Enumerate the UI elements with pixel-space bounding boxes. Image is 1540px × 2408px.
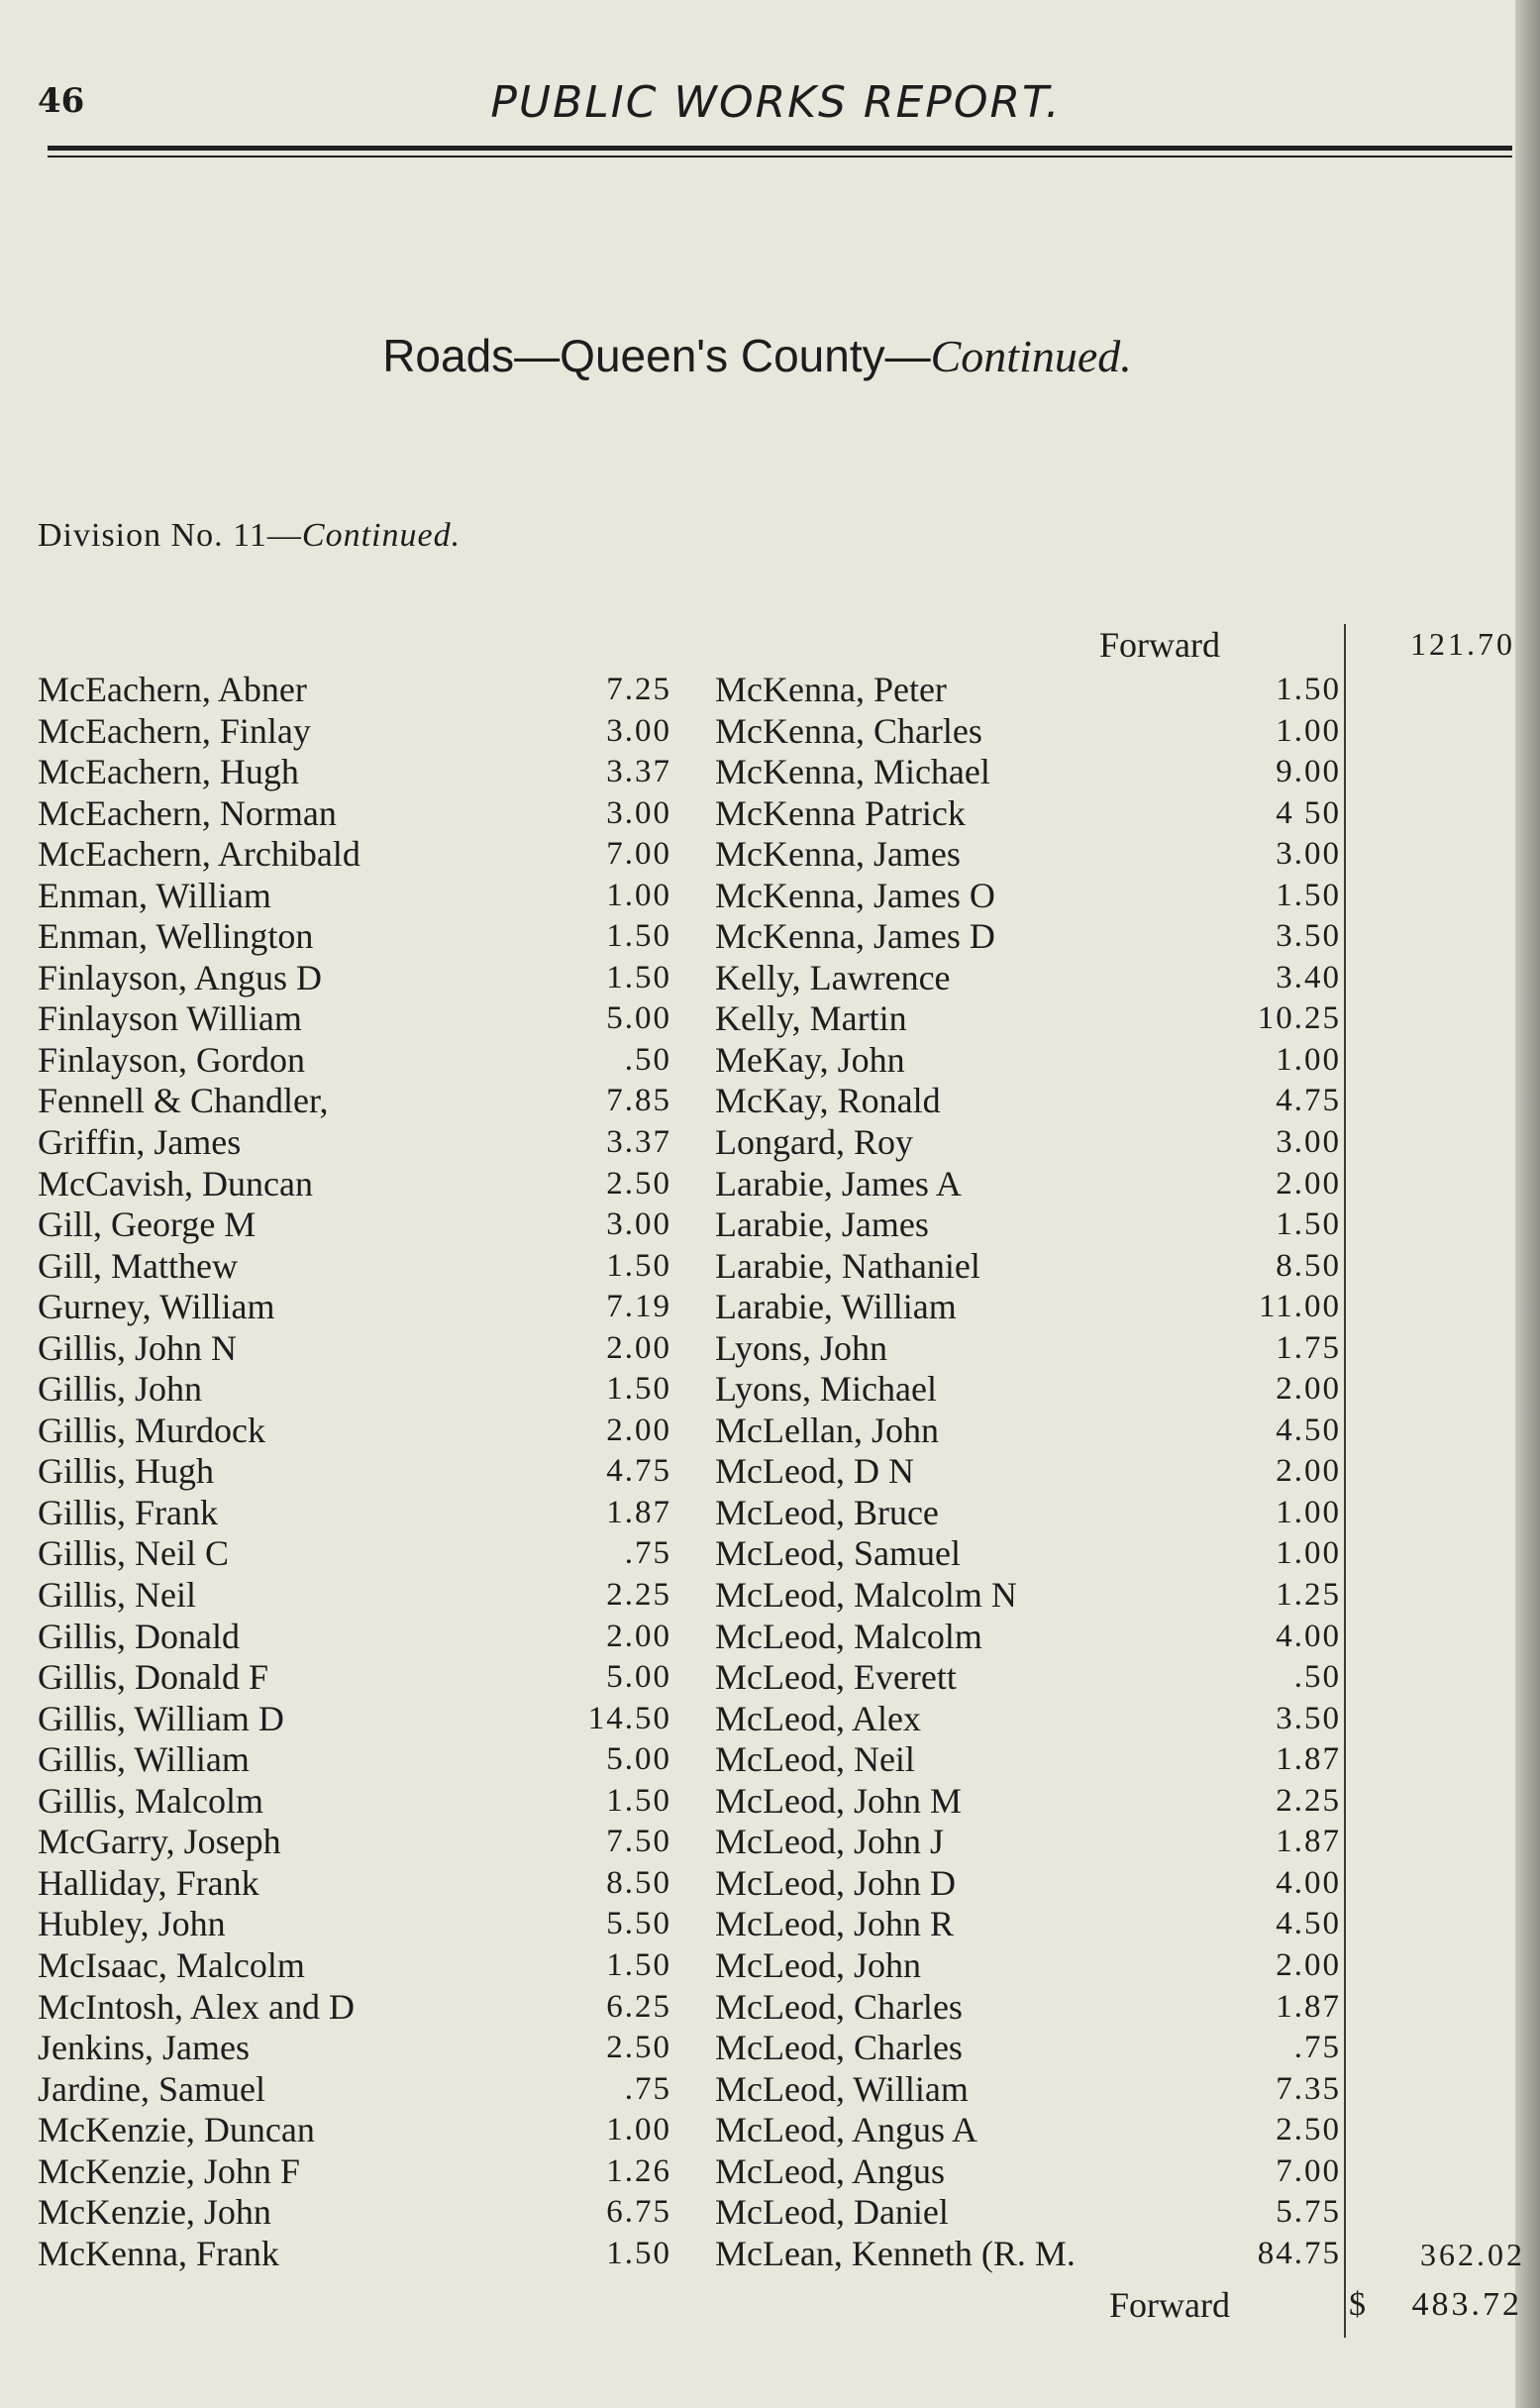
payment-amount: 3.50 — [1276, 1700, 1341, 1736]
payment-amount: 7.35 — [1276, 2070, 1341, 2107]
payment-amount: 3.00 — [1276, 1124, 1341, 1161]
ledger-row — [715, 1122, 1349, 1164]
ledger-row — [715, 2069, 1349, 2111]
currency-symbol: $ — [1349, 2286, 1369, 2323]
ledger-row — [715, 1246, 1349, 1288]
ledger-row — [38, 916, 671, 958]
ledger-row — [38, 1863, 671, 1905]
payment-amount: 3.00 — [606, 712, 671, 749]
payee-name: McLeod, John D — [715, 1862, 956, 1903]
payment-amount: 2.00 — [606, 1329, 671, 1366]
ledger-row — [715, 1204, 1349, 1246]
payment-amount: 2.00 — [1276, 1165, 1341, 1202]
payee-name: Finlayson, Angus D — [38, 957, 323, 997]
payment-amount: .75 — [624, 1535, 671, 1572]
payee-name: McLeod, Charles — [715, 1986, 963, 2027]
payment-amount: 1.87 — [1276, 1824, 1341, 1860]
payment-amount: 1.50 — [606, 918, 671, 955]
payment-amount: 7.19 — [606, 1289, 671, 1325]
payee-name: McKenna, Charles — [715, 710, 982, 751]
ledger-row — [715, 1822, 1349, 1863]
payee-name: McEachern, Norman — [38, 792, 337, 833]
payee-name: McKenna, James D — [715, 916, 995, 957]
ledger-row — [715, 1411, 1349, 1452]
payee-name: McIsaac, Malcolm — [38, 1944, 305, 1985]
payee-name: McKenzie, Duncan — [38, 2110, 315, 2150]
ledger-row — [715, 1987, 1349, 2029]
ledger-row — [715, 834, 1349, 876]
payment-amount: 8.50 — [1276, 1247, 1341, 1284]
ledger-row — [715, 1164, 1349, 1205]
payment-amount: 6.75 — [606, 2194, 671, 2231]
payment-amount: 3.00 — [1276, 836, 1341, 873]
ledger-row — [715, 1081, 1349, 1122]
ledger-row — [715, 1863, 1349, 1905]
payment-amount: 1.00 — [1276, 712, 1341, 749]
ledger-row — [715, 2234, 1349, 2275]
forward-amount-bottom: 483.72 — [1411, 2286, 1522, 2323]
payment-amount: 4.50 — [1276, 1906, 1341, 1942]
payee-name: McLeod, Alex — [715, 1698, 921, 1738]
ledger-row — [38, 1369, 671, 1411]
ledger-row — [38, 1617, 671, 1658]
payee-name: McLeod, Neil — [715, 1739, 915, 1780]
left-ledger-column — [38, 670, 671, 2274]
ledger-row — [38, 1822, 671, 1863]
ledger-row — [715, 2192, 1349, 2234]
ledger-row — [715, 1533, 1349, 1575]
ledger-row — [38, 1164, 671, 1205]
payee-name: McIntosh, Alex and D — [38, 1986, 355, 2027]
payment-amount: 1.00 — [606, 877, 671, 913]
payment-amount: 6.25 — [606, 1988, 671, 2025]
payment-amount: 1.50 — [1276, 877, 1341, 913]
payment-amount: 5.00 — [606, 1741, 671, 1778]
payee-name: Finlayson, Gordon — [38, 1039, 305, 1080]
payee-name: Kelly, Lawrence — [715, 957, 951, 997]
payment-amount: 1.50 — [606, 1247, 671, 1284]
ledger-row — [38, 1904, 671, 1945]
ledger-row — [38, 1699, 671, 1740]
ledger-row — [715, 1493, 1349, 1534]
ledger-row — [715, 1617, 1349, 1658]
division-label: Division No. 11— — [38, 517, 302, 554]
payee-name: McLeod, D N — [715, 1451, 914, 1492]
payment-amount: 2.25 — [1276, 1782, 1341, 1819]
payment-amount: 5.00 — [606, 1659, 671, 1696]
ledger-row — [38, 752, 671, 793]
payee-name: Gillis, Hugh — [38, 1451, 215, 1492]
payee-name: Fennell & Chandler, — [38, 1081, 329, 1121]
section-title-italic: Continued. — [930, 331, 1132, 381]
payee-name: McCavish, Duncan — [38, 1163, 313, 1204]
ledger-row — [715, 2151, 1349, 2193]
payee-name: McLeod, Bruce — [715, 1492, 939, 1532]
payee-name: Gillis, William D — [38, 1698, 284, 1738]
header-rule-thin — [48, 156, 1512, 157]
payee-name: McLeod, John J — [715, 1822, 944, 1862]
payee-name: Gillis, Murdock — [38, 1410, 265, 1450]
payee-name: McEachern, Hugh — [38, 752, 299, 792]
ledger-row — [38, 1657, 671, 1699]
payee-name: Gurney, William — [38, 1287, 275, 1327]
ledger-row — [715, 958, 1349, 999]
payee-name: Enman, Wellington — [38, 916, 314, 957]
payment-amount: 1.00 — [1276, 1535, 1341, 1572]
payment-amount: 3.00 — [606, 1206, 671, 1243]
payee-name: Gillis, Donald F — [38, 1657, 269, 1698]
payee-name: McLeod, William — [715, 2068, 969, 2109]
payment-amount: 1.50 — [606, 2235, 671, 2271]
payment-amount: 2.50 — [606, 2030, 671, 2066]
payee-name: Lyons, Michael — [715, 1369, 937, 1410]
payment-amount: .50 — [1293, 1659, 1341, 1696]
payment-amount: 1.50 — [1276, 672, 1341, 707]
payee-name: McKenna, Michael — [715, 752, 990, 792]
ledger-row — [38, 1411, 671, 1452]
payee-name: McGarry, Joseph — [38, 1822, 281, 1862]
payment-amount: 1.75 — [1276, 1329, 1341, 1366]
ledger-row — [38, 1575, 671, 1617]
ledger-row — [38, 1945, 671, 1987]
ledger-row — [715, 793, 1349, 835]
payment-amount: 5.75 — [1276, 2194, 1341, 2231]
forward-amount-top: 121.70 — [1410, 626, 1515, 662]
ledger-row — [38, 1533, 671, 1575]
payment-amount: 3.40 — [1276, 959, 1341, 995]
payee-name: Gill, Matthew — [38, 1245, 238, 1286]
payment-amount: 4.75 — [1276, 1083, 1341, 1119]
ledger-row — [38, 1493, 671, 1534]
payee-name: Hubley, John — [38, 1904, 226, 1944]
ledger-row — [38, 834, 671, 876]
payment-amount: 2.50 — [606, 1165, 671, 1202]
payee-name: McKenna Patrick — [715, 792, 966, 833]
ledger-row — [715, 998, 1349, 1040]
payment-amount: 1.50 — [1276, 1206, 1341, 1243]
payment-amount: 10.25 — [1257, 1000, 1341, 1037]
payment-amount: 1.50 — [606, 1782, 671, 1819]
payment-amount: 1.00 — [1276, 1494, 1341, 1530]
payee-name: Gillis, John N — [38, 1327, 238, 1368]
payment-amount: 2.00 — [1276, 1946, 1341, 1983]
payment-amount: 11.00 — [1258, 1289, 1341, 1325]
payment-amount: 4.00 — [1276, 1618, 1341, 1654]
payee-name: Halliday, Frank — [38, 1862, 259, 1903]
payee-name: Kelly, Martin — [715, 998, 907, 1039]
payment-amount: 7.85 — [606, 1083, 671, 1119]
ledger-row — [38, 2192, 671, 2234]
subtotal-amount: 362.02 — [1420, 2237, 1525, 2272]
division-label-italic: Continued. — [301, 517, 462, 554]
ledger-row — [715, 916, 1349, 958]
payee-name: Jardine, Samuel — [38, 2068, 265, 2109]
ledger-row — [38, 1122, 671, 1164]
payee-name: Lyons, John — [715, 1327, 888, 1368]
ledger-row — [38, 1287, 671, 1328]
ledger-row — [38, 711, 671, 753]
ledger-row — [715, 1040, 1349, 1082]
page-number: 46 — [38, 81, 85, 121]
payment-amount: 9.00 — [1276, 754, 1341, 790]
payee-name: McLeod, Charles — [715, 2028, 963, 2068]
right-ledger-column — [715, 670, 1349, 2274]
ledger-row — [38, 2069, 671, 2111]
payment-amount: 1.25 — [1276, 1577, 1341, 1614]
payment-amount: 4.00 — [1276, 1864, 1341, 1901]
payee-name: MeKay, John — [715, 1039, 905, 1080]
payment-amount: 1.50 — [606, 1371, 671, 1408]
ledger-row — [715, 711, 1349, 753]
ledger-row — [715, 670, 1349, 711]
payee-name: McLeod, Angus A — [715, 2110, 977, 2150]
payment-amount: 7.50 — [606, 1824, 671, 1860]
payment-amount: .75 — [1293, 2030, 1341, 2066]
header-rule-thick — [48, 146, 1512, 151]
ledger-row — [38, 998, 671, 1040]
payment-amount: 2.25 — [606, 1577, 671, 1614]
payee-name: McLeod, Malcolm — [715, 1616, 982, 1656]
payee-name: McKenzie, John F — [38, 2150, 300, 2191]
payment-amount: 1.50 — [606, 1946, 671, 1983]
payee-name: Gillis, Neil C — [38, 1533, 230, 1574]
ledger-row — [38, 958, 671, 999]
ledger-row — [715, 1739, 1349, 1781]
payment-amount: 5.00 — [606, 1000, 671, 1037]
payee-name: McLeod, Malcolm N — [715, 1575, 1017, 1616]
payment-amount: 1.00 — [606, 2112, 671, 2148]
payment-amount: .50 — [624, 1041, 671, 1078]
forward-label-top: Forward — [1099, 625, 1220, 665]
payee-name: Jenkins, James — [38, 2028, 250, 2068]
payee-name: Longard, Roy — [715, 1122, 913, 1163]
page-edge-shadow — [1515, 0, 1540, 2408]
payee-name: McEachern, Archibald — [38, 834, 360, 875]
ledger-row — [715, 1699, 1349, 1740]
payee-name: McLeod, Daniel — [715, 2192, 949, 2233]
ledger-row — [38, 1987, 671, 2029]
payee-name: McLeod, Angus — [715, 2150, 945, 2191]
ledger-row — [715, 2110, 1349, 2151]
payee-name: McKenna, James O — [715, 875, 995, 915]
ledger-row — [38, 1040, 671, 1082]
payment-amount: 2.50 — [1276, 2112, 1341, 2148]
payment-amount: 2.00 — [606, 1618, 671, 1654]
payment-amount: 84.75 — [1257, 2235, 1341, 2271]
payment-amount: 4.50 — [1276, 1412, 1341, 1448]
payee-name: Larabie, William — [715, 1287, 957, 1327]
payee-name: Gill, George M — [38, 1204, 257, 1245]
payment-amount: .75 — [624, 2070, 671, 2107]
ledger-row — [715, 876, 1349, 917]
payment-amount: 3.37 — [606, 754, 671, 790]
payee-name: Griffin, James — [38, 1122, 242, 1163]
ledger-row — [38, 1328, 671, 1370]
payment-amount: 7.25 — [606, 672, 671, 707]
payment-amount: 7.00 — [1276, 2152, 1341, 2189]
payment-amount: 1.87 — [1276, 1741, 1341, 1778]
payee-name: McLeod, John — [715, 1944, 921, 1985]
payee-name: McLeod, John M — [715, 1780, 962, 1821]
payee-name: Larabie, James A — [715, 1163, 962, 1204]
ledger-row — [38, 876, 671, 917]
ledger-row — [38, 2151, 671, 2193]
ledger-row — [38, 2028, 671, 2069]
ledger-row — [38, 1739, 671, 1781]
payee-name: McLean, Kenneth (R. M. — [715, 2233, 1076, 2273]
payment-amount: 1.87 — [606, 1494, 671, 1530]
payee-name: Gillis, Neil — [38, 1575, 196, 1616]
payment-amount: 3.00 — [606, 794, 671, 831]
payee-name: Enman, William — [38, 875, 271, 915]
running-title: PUBLIC WORKS REPORT. — [490, 77, 1062, 128]
ledger-row — [715, 752, 1349, 793]
section-title-main: Roads—Queen's County— — [382, 330, 931, 381]
page-header — [38, 71, 1514, 131]
payee-name: McEachern, Abner — [38, 670, 307, 709]
ledger-row — [38, 1781, 671, 1823]
payment-amount: 2.00 — [1276, 1371, 1341, 1408]
payee-name: McKenna, Peter — [715, 670, 947, 709]
payment-amount: 1.00 — [1276, 1041, 1341, 1078]
payee-name: McKenna, James — [715, 834, 961, 875]
division-heading — [38, 517, 461, 555]
ledger-row — [715, 1781, 1349, 1823]
payment-amount: 3.37 — [606, 1124, 671, 1161]
payment-amount: 4 50 — [1276, 794, 1341, 831]
payee-name: McLeod, Everett — [715, 1657, 957, 1698]
ledger-row — [38, 1246, 671, 1288]
ledger-row — [38, 793, 671, 835]
payment-amount: 14.50 — [587, 1700, 671, 1736]
ledger-row — [38, 2234, 671, 2275]
ledger-row — [38, 1451, 671, 1493]
ledger-row — [38, 2110, 671, 2151]
payee-name: Gillis, John — [38, 1369, 203, 1410]
ledger-row — [715, 1451, 1349, 1493]
ledger-row — [38, 670, 671, 711]
payee-name: McKenna, Frank — [38, 2233, 279, 2273]
payee-name: McLeod, John R — [715, 1904, 954, 1944]
payment-amount: 1.50 — [606, 959, 671, 995]
ledger-row — [715, 1328, 1349, 1370]
payment-amount: 2.00 — [1276, 1453, 1341, 1490]
payee-name: Gillis, Malcolm — [38, 1780, 263, 1821]
payee-name: Larabie, Nathaniel — [715, 1245, 980, 1286]
payee-name: Gillis, William — [38, 1739, 250, 1780]
section-title — [0, 329, 1514, 382]
ledger-row — [715, 1945, 1349, 1987]
payee-name: Gillis, Frank — [38, 1492, 219, 1532]
payee-name: Larabie, James — [715, 1204, 929, 1245]
ledger-row — [715, 1575, 1349, 1617]
ledger-row — [715, 1657, 1349, 1699]
payment-amount: 2.00 — [606, 1412, 671, 1448]
payee-name: Finlayson William — [38, 998, 302, 1039]
ledger-row — [715, 1287, 1349, 1328]
payee-name: McKenzie, John — [38, 2192, 271, 2233]
payment-amount: 5.50 — [606, 1906, 671, 1942]
ledger-row — [715, 1904, 1349, 1945]
payment-amount: 3.50 — [1276, 918, 1341, 955]
ledger-row — [38, 1204, 671, 1246]
ledger-row — [715, 1369, 1349, 1411]
payment-amount: 8.50 — [606, 1864, 671, 1901]
ledger-row — [38, 1081, 671, 1122]
payment-amount: 4.75 — [606, 1453, 671, 1490]
ledger-row — [715, 2028, 1349, 2069]
payment-amount: 1.87 — [1276, 1988, 1341, 2025]
forward-label-bottom: Forward — [1109, 2285, 1230, 2325]
payee-name: McLeod, Samuel — [715, 1533, 961, 1574]
payee-name: McKay, Ronald — [715, 1081, 941, 1121]
payment-amount: 7.00 — [606, 836, 671, 873]
payee-name: McLellan, John — [715, 1410, 939, 1450]
payee-name: McEachern, Finlay — [38, 710, 311, 751]
payee-name: Gillis, Donald — [38, 1616, 240, 1656]
payment-amount: 1.26 — [606, 2152, 671, 2189]
